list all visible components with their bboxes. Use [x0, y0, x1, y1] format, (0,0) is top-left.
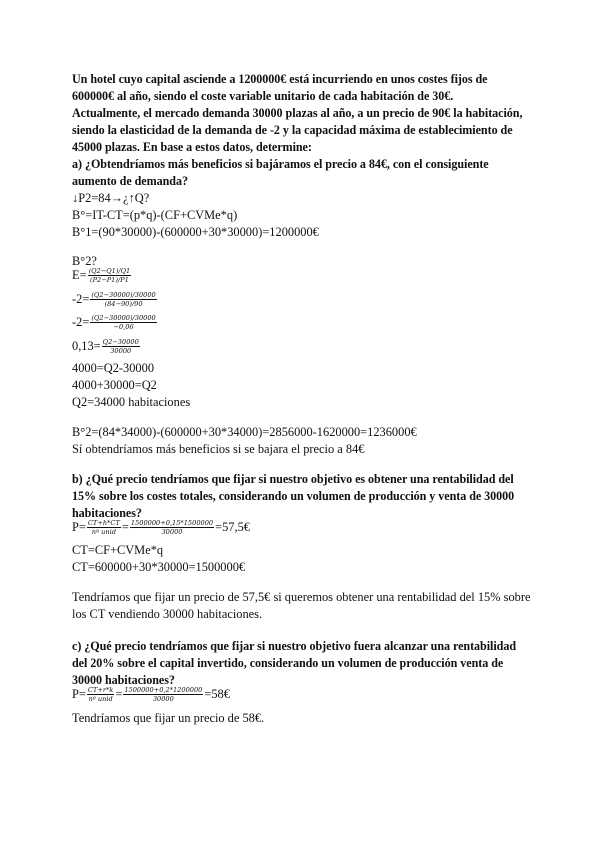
- qa-line-profit-2: B°2=(84*34000)-(600000+30*34000)=2856000-1620000=1236000€: [72, 425, 417, 439]
- qb-answer-line-1: Tendríamos que fijar un precio de 57,5€ si queremos obtener una rentabilidad del 15% sobre: [72, 590, 531, 604]
- fraction-denominator: 30000: [152, 694, 174, 703]
- fraction-denominator: (P2−P1)/P1: [90, 275, 129, 284]
- fraction: [90, 291, 156, 308]
- fraction: [87, 686, 114, 703]
- question-b-line-3: habitaciones?: [72, 506, 142, 520]
- formula-prefix: E=: [72, 268, 87, 283]
- fraction: [87, 519, 121, 536]
- equals-sign: =: [115, 687, 123, 702]
- qa-answer: Sí obtendríamos más beneficios si se bajara el precio a 84€: [72, 442, 365, 456]
- fraction: [130, 519, 214, 536]
- question-c-line-1: c) ¿Qué precio tendríamos que fijar si nuestro objetivo fuera alcanzar una rentabilidad: [72, 639, 517, 653]
- formula-prefix: P=: [72, 520, 86, 535]
- intro-line-3: Actualmente, el mercado demanda 30000 plazas al año, a un precio de 90€ la habitación,: [72, 106, 523, 120]
- qb-answer-line-2: los CT vendiendo 30000 habitaciones.: [72, 607, 263, 621]
- equals-sign: =: [121, 520, 129, 535]
- fraction-denominator: 30000: [110, 346, 132, 355]
- qa-elasticity-step-2: [72, 313, 158, 331]
- intro-line-5: 45000 plazas. En base a estos datos, determine:: [72, 140, 312, 154]
- question-b-line-2: 15% sobre los costes totales, considerando un volumen de producción y venta de 30000: [72, 489, 515, 503]
- fraction-numerator: CT+r*k: [87, 685, 114, 694]
- fraction-numerator: (Q2−30000)/30000: [91, 313, 156, 322]
- qa-elasticity-step-3: [72, 337, 141, 355]
- fraction-numerator: (Q2−30000)/30000: [91, 290, 156, 299]
- fraction: [102, 338, 140, 355]
- qa-line-q2-step-1: 4000=Q2-30000: [72, 361, 155, 375]
- qa-line-q2-result: Q2=34000 habitaciones: [72, 395, 191, 409]
- question-c-line-3: 30000 habitaciones?: [72, 673, 175, 687]
- fraction: [90, 314, 156, 331]
- fraction-denominator: 30000: [161, 527, 183, 536]
- formula-prefix: -2=: [72, 292, 90, 307]
- qc-price-formula: [72, 685, 230, 703]
- fraction-numerator: CT+h*CT: [87, 518, 120, 527]
- fraction: [123, 686, 203, 703]
- fraction-numerator: 1500000+0,15*1500000: [130, 518, 214, 527]
- qa-line-profit-2-question: B°2?: [72, 254, 97, 268]
- intro-line-4: siendo la elasticidad de la demanda de -2 y la capacidad máxima de establecimiento de: [72, 123, 513, 137]
- formula-prefix: P=: [72, 687, 86, 702]
- qa-line-profit-1: B°1=(90*30000)-(600000+30*30000)=1200000€: [72, 225, 319, 239]
- qa-line-price-change: ↓P2=84→¿↑Q?: [72, 191, 150, 205]
- fraction: [88, 267, 132, 284]
- intro-line-1: Un hotel cuyo capital asciende a 1200000€ está incurriendo en unos costes fijos de: [72, 72, 488, 86]
- fraction-denominator: nº unid: [91, 527, 117, 536]
- qa-elasticity-formula: [72, 266, 132, 284]
- formula-result: =57,5€: [215, 520, 250, 535]
- qa-line-q2-step-2: 4000+30000=Q2: [72, 378, 157, 392]
- qa-line-profit-formula: B°=IT-CT=(p*q)-(CF+CVMe*q): [72, 208, 238, 222]
- fraction-denominator: (84−90)/90: [104, 299, 143, 308]
- qa-elasticity-step-1: [72, 290, 158, 308]
- question-a-line-2: aumento de demanda?: [72, 174, 188, 188]
- question-b-line-1: b) ¿Qué precio tendríamos que fijar si nuestro objetivo es obtener una rentabilidad del: [72, 472, 514, 486]
- formula-result: =58€: [204, 687, 230, 702]
- formula-prefix: 0,13=: [72, 339, 101, 354]
- qb-price-formula: [72, 518, 250, 536]
- fraction-denominator: −0,06: [113, 322, 134, 331]
- fraction-numerator: (Q2−Q1)/Q1: [88, 266, 131, 275]
- question-c-line-2: del 20% sobre el capital invertido, considerando un volumen de producción venta de: [72, 656, 504, 670]
- qb-line-ct-value: CT=600000+30*30000=1500000€: [72, 560, 246, 574]
- formula-prefix: -2=: [72, 315, 90, 330]
- fraction-numerator: 1500000+0,2*1200000: [124, 685, 203, 694]
- intro-line-2: 600000€ al año, siendo el coste variable unitario de cada habitación de 30€.: [72, 89, 454, 103]
- fraction-denominator: nº unid: [88, 694, 113, 703]
- qb-line-ct-formula: CT=CF+CVMe*q: [72, 543, 164, 557]
- qc-answer: Tendríamos que fijar un precio de 58€.: [72, 711, 265, 725]
- question-a-line-1: a) ¿Obtendríamos más beneficios si bajáramos el precio a 84€, con el consiguiente: [72, 157, 489, 171]
- fraction-numerator: Q2−30000: [102, 337, 139, 346]
